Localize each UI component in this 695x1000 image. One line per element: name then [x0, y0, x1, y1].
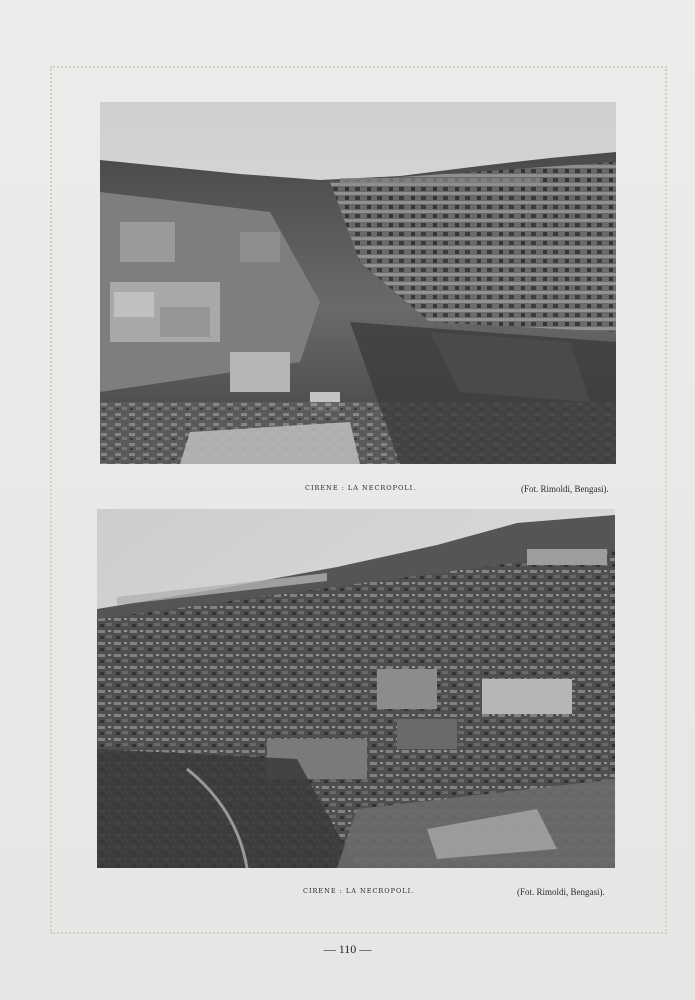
necropolis-photo-top — [100, 102, 616, 464]
photo-credit-bottom: (Fot. Rimoldi, Bengasi). — [517, 887, 605, 897]
necropolis-photo-top-image — [100, 102, 616, 464]
necropolis-photo-bottom — [97, 509, 615, 868]
necropolis-photo-bottom-image — [97, 509, 615, 868]
photo-caption-top: CIRENE : LA NECROPOLI. — [305, 484, 417, 492]
photo-credit-top: (Fot. Rimoldi, Bengasi). — [521, 484, 609, 494]
page-number: — 110 — — [323, 942, 372, 956]
photo-caption-bottom: CIRENE : LA NECROPOLI. — [303, 887, 415, 895]
